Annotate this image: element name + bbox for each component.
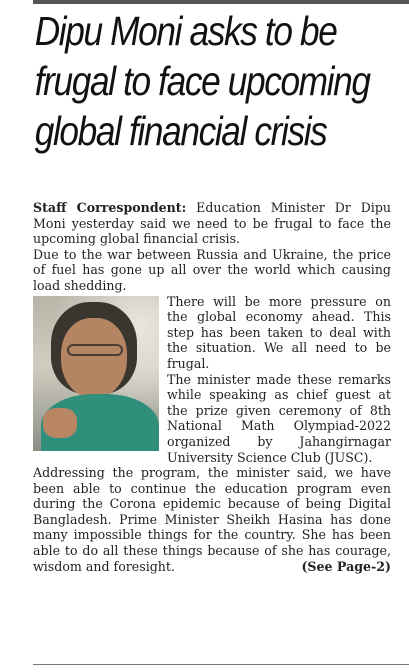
headline-line: frugal to face upcoming [34,58,370,104]
paragraph-text: Education Minister Dr Dipu Moni yesterday said we need to be frugal to face the upcoming global financial crisis. [33,200,391,247]
paragraph [33,200,391,247]
bottom-rule [33,664,409,665]
article-body [33,200,391,574]
headline-line: Dipu Moni asks to be [34,8,337,54]
news-article [33,6,391,574]
continuation-note: (See Page-2) [301,558,391,574]
paragraph-text: Due to the war between Russia and Ukraine, the price of fuel has gone up all over the world which causing load shedding. [33,246,391,293]
paragraph: The minister made these remarks while speaking as chief guest at the prize given ceremony of 8th National Math Olympiad-2022 organized by Jahangirnagar University Science Club (JUSC). [167,371,391,465]
paragraph: There will be more pressure on the global economy ahead. This step has been taken to deal with the situation. We all need to be frugal. [167,293,391,371]
minister-photo [33,296,159,451]
article-headline [33,6,396,156]
top-rule [33,0,409,4]
headline-line: global financial crisis [34,108,327,154]
byline: Staff Correspondent: [33,200,187,215]
paragraph [33,247,391,294]
paragraph-text: Addressing the program, the minister said, we have been able to continue the education program even during the Corona epidemic because of being Digital Bangladesh. Prime Minister Sheikh Hasina has done many impossible things for the country. She has been able to do all these things because of she has courage, wisdom and foresight. [33,465,391,574]
paragraph [33,465,391,574]
